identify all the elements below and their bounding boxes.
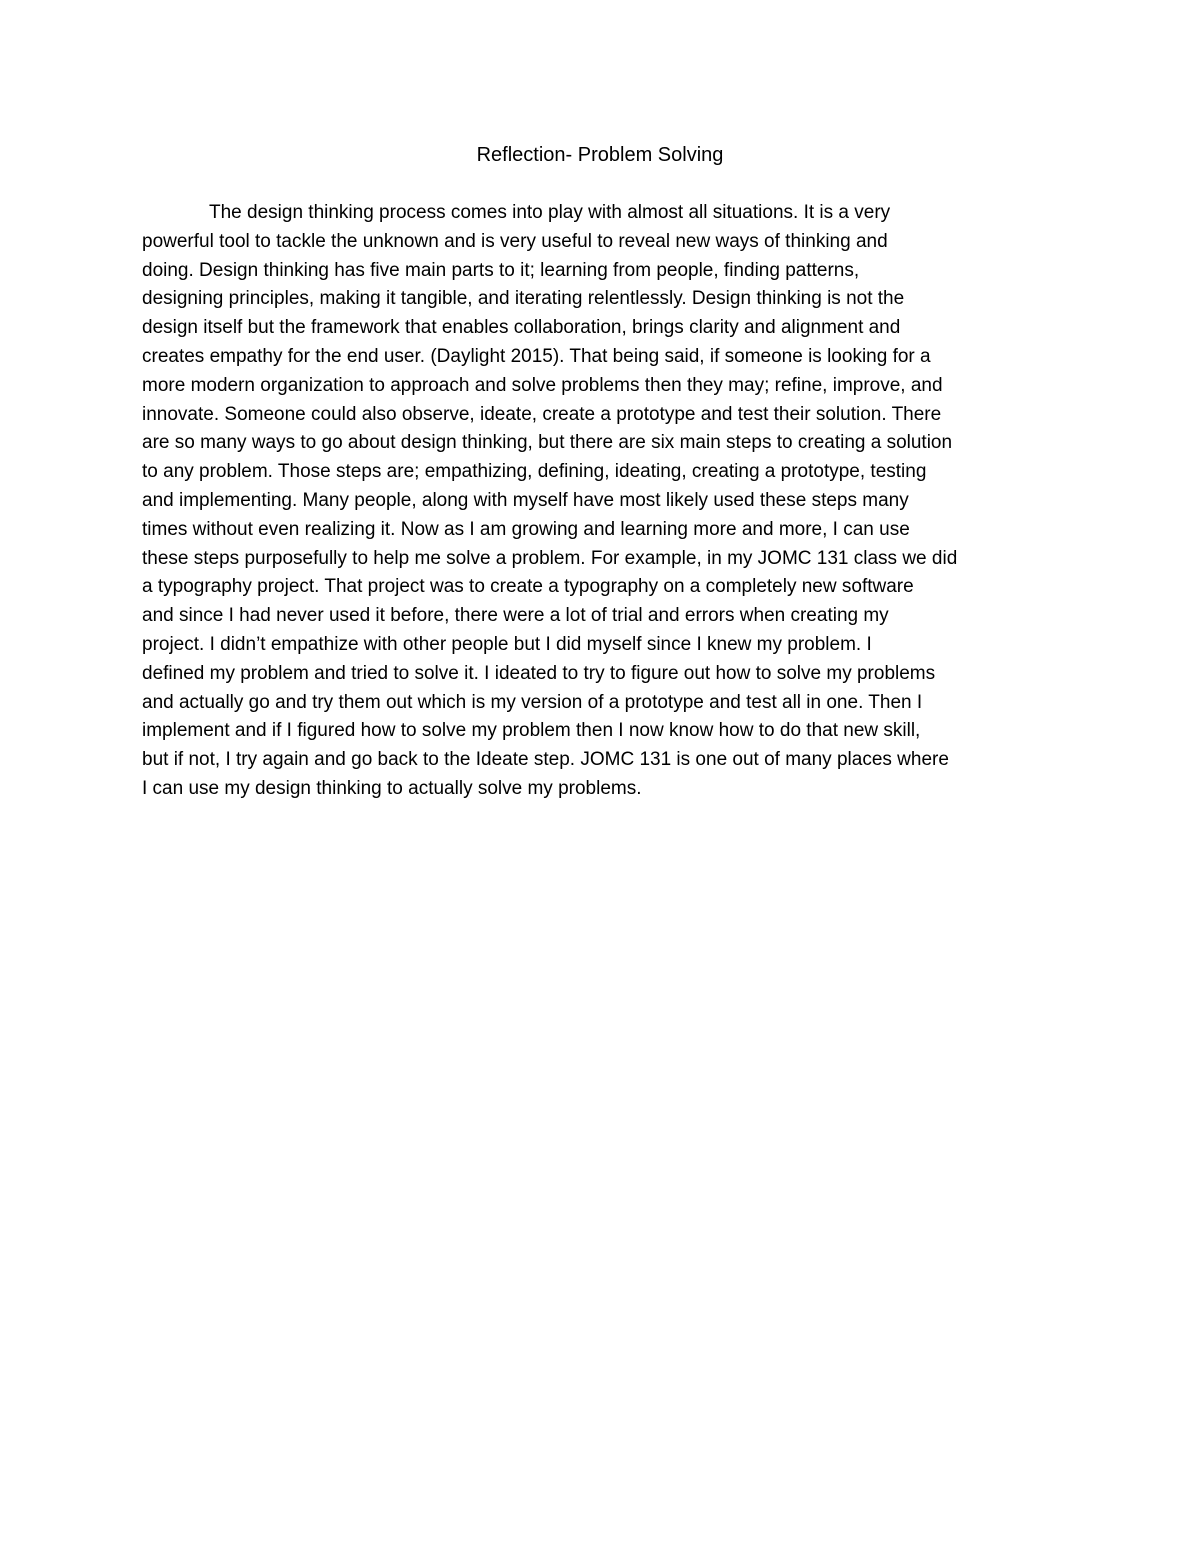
paragraph-line: defined my problem and tried to solve it. I ideated to try to figure out how to solve my problems bbox=[142, 662, 936, 684]
paragraph-line: and actually go and try them out which is my version of a prototype and test all in one. Then I bbox=[142, 691, 923, 713]
paragraph-line: project. I didn’t empathize with other people but I did myself since I knew my problem. I bbox=[142, 633, 872, 655]
paragraph-line: innovate. Someone could also observe, ideate, create a prototype and test their solution. There bbox=[142, 403, 942, 425]
body-paragraph bbox=[142, 199, 957, 804]
paragraph-line: powerful tool to tackle the unknown and is very useful to reveal new ways of thinking and bbox=[142, 230, 888, 252]
paragraph-line: to any problem. Those steps are; empathizing, defining, ideating, creating a prototype, testing bbox=[142, 461, 927, 483]
paragraph-line: The design thinking process comes into play with almost all situations. It is a very bbox=[209, 202, 891, 223]
paragraph-line: more modern organization to approach and solve problems then they may; refine, improve, and bbox=[142, 374, 943, 396]
paragraph-line: design itself but the framework that enables collaboration, brings clarity and alignment and bbox=[142, 317, 901, 339]
paragraph-line: doing. Design thinking has five main parts to it; learning from people, finding patterns, bbox=[142, 259, 860, 281]
paragraph-line: creates empathy for the end user. (Daylight 2015). That being said, if someone is looking for a bbox=[142, 345, 931, 367]
document-title: Reflection- Problem Solving bbox=[476, 144, 724, 166]
paragraph-line: but if not, I try again and go back to the Ideate step. JOMC 131 is one out of many places where bbox=[142, 749, 949, 771]
paragraph-line: these steps purposefully to help me solve a problem. For example, in my JOMC 131 class we did bbox=[142, 547, 958, 569]
paragraph-line: designing principles, making it tangible, and iterating relentlessly. Design thinking is not the bbox=[142, 288, 905, 310]
paragraph-line: implement and if I figured how to solve my problem then I now know how to do that new skill, bbox=[142, 720, 921, 742]
paragraph-line: a typography project. That project was to create a typography on a completely new software bbox=[142, 576, 914, 598]
paragraph-line: and implementing. Many people, along with myself have most likely used these steps many bbox=[142, 489, 909, 511]
paragraph-line: are so many ways to go about design thinking, but there are six main steps to creating a solution bbox=[142, 432, 953, 454]
paragraph-line: I can use my design thinking to actually solve my problems. bbox=[142, 777, 642, 799]
paragraph-line: times without even realizing it. Now as I am growing and learning more and more, I can use bbox=[142, 518, 910, 540]
paragraph-line: and since I had never used it before, there were a lot of trial and errors when creating my bbox=[142, 605, 889, 627]
